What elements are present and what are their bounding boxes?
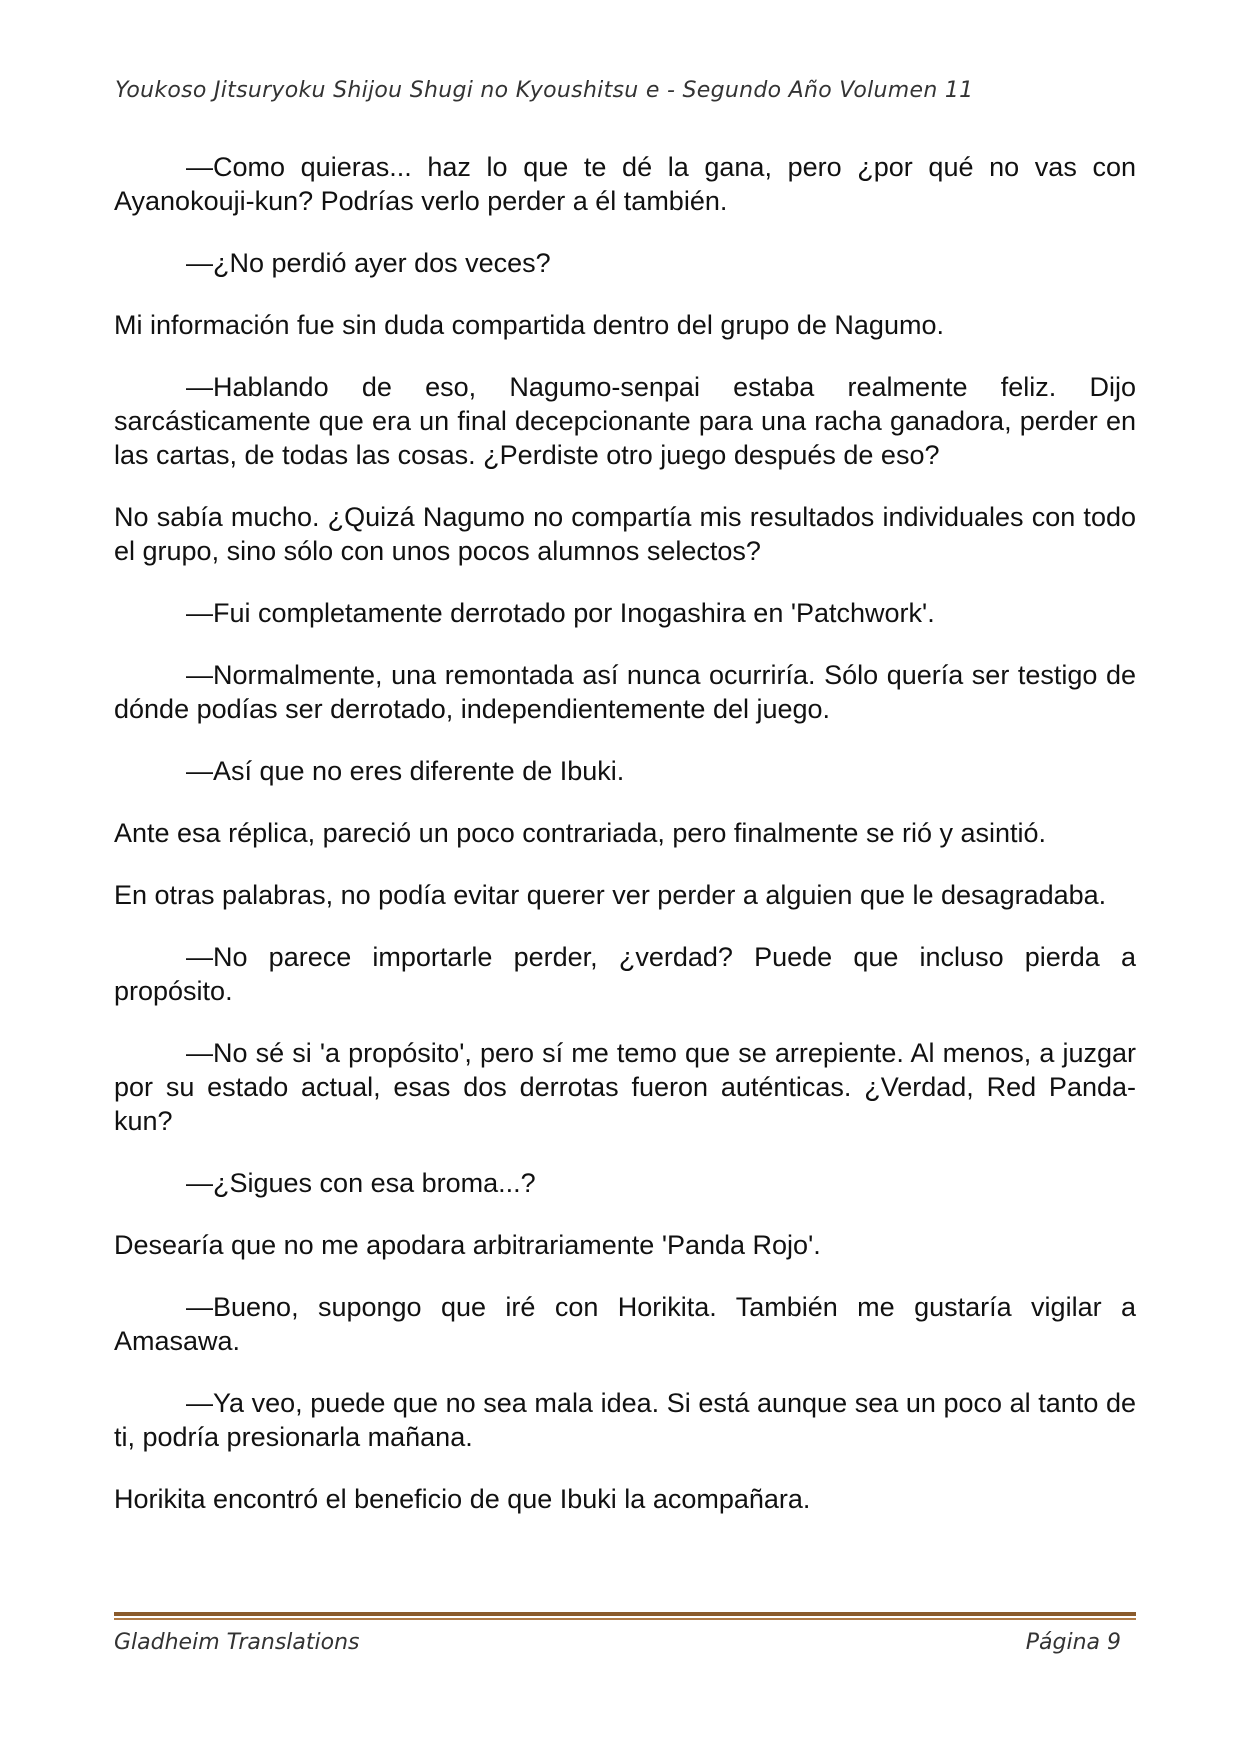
paragraph: No sabía mucho. ¿Quizá Nagumo no compartía mis resultados individuales con todo el grupo, sino sólo con unos pocos alumnos selectos?	[114, 502, 1136, 566]
paragraph: —Así que no eres diferente de Ibuki.	[186, 756, 625, 786]
paragraph: —Ya veo, puede que no sea mala idea. Si está aunque sea un poco al tanto de ti, podría presionarla mañana.	[114, 1388, 1136, 1452]
page-body	[114, 150, 1136, 1544]
footer-divider-thin	[114, 1618, 1136, 1620]
paragraph: —No sé si 'a propósito', pero sí me temo que se arrepiente. Al menos, a juzgar por su estado actual, esas dos derrotas fueron auténticas. ¿Verdad, Red Panda-kun?	[114, 1038, 1136, 1136]
paragraph: Desearía que no me apodara arbitrariamente 'Panda Rojo'.	[114, 1230, 821, 1260]
footer-divider	[114, 1612, 1136, 1620]
page-number: Página 9	[1025, 1630, 1121, 1655]
paragraph: Horikita encontró el beneficio de que Ibuki la acompañara.	[114, 1484, 811, 1514]
paragraph: —Hablando de eso, Nagumo-senpai estaba realmente feliz. Dijo sarcásticamente que era un final decepcionante para una racha ganadora, perder en las cartas, de todas las cosas. ¿Perdiste otro juego después de eso?	[114, 372, 1136, 470]
paragraph: En otras palabras, no podía evitar querer ver perder a alguien que le desagradaba.	[114, 880, 1107, 910]
paragraph: Ante esa réplica, pareció un poco contrariada, pero finalmente se rió y asintió.	[114, 818, 1047, 848]
paragraph: —Bueno, supongo que iré con Horikita. También me gustaría vigilar a Amasawa.	[114, 1292, 1136, 1356]
paragraph: —Como quieras... haz lo que te dé la gana, pero ¿por qué no vas con Ayanokouji-kun? Podrías verlo perder a él también.	[114, 152, 1136, 216]
paragraph: —Fui completamente derrotado por Inogashira en 'Patchwork'.	[186, 598, 935, 628]
running-header: Youkoso Jitsuryoku Shijou Shugi no Kyoushitsu e - Segundo Año Volumen 11	[115, 78, 974, 103]
footer-credit: Gladheim Translations	[114, 1630, 360, 1655]
paragraph: —¿No perdió ayer dos veces?	[186, 248, 551, 278]
footer-divider-thick	[114, 1612, 1136, 1616]
paragraph: —¿Sigues con esa broma...?	[186, 1168, 536, 1198]
paragraph: —Normalmente, una remontada así nunca ocurriría. Sólo quería ser testigo de dónde podías ser derrotado, independientemente del juego.	[114, 660, 1136, 724]
paragraph: Mi información fue sin duda compartida dentro del grupo de Nagumo.	[114, 310, 944, 340]
paragraph: —No parece importarle perder, ¿verdad? Puede que incluso pierda a propósito.	[114, 942, 1136, 1006]
